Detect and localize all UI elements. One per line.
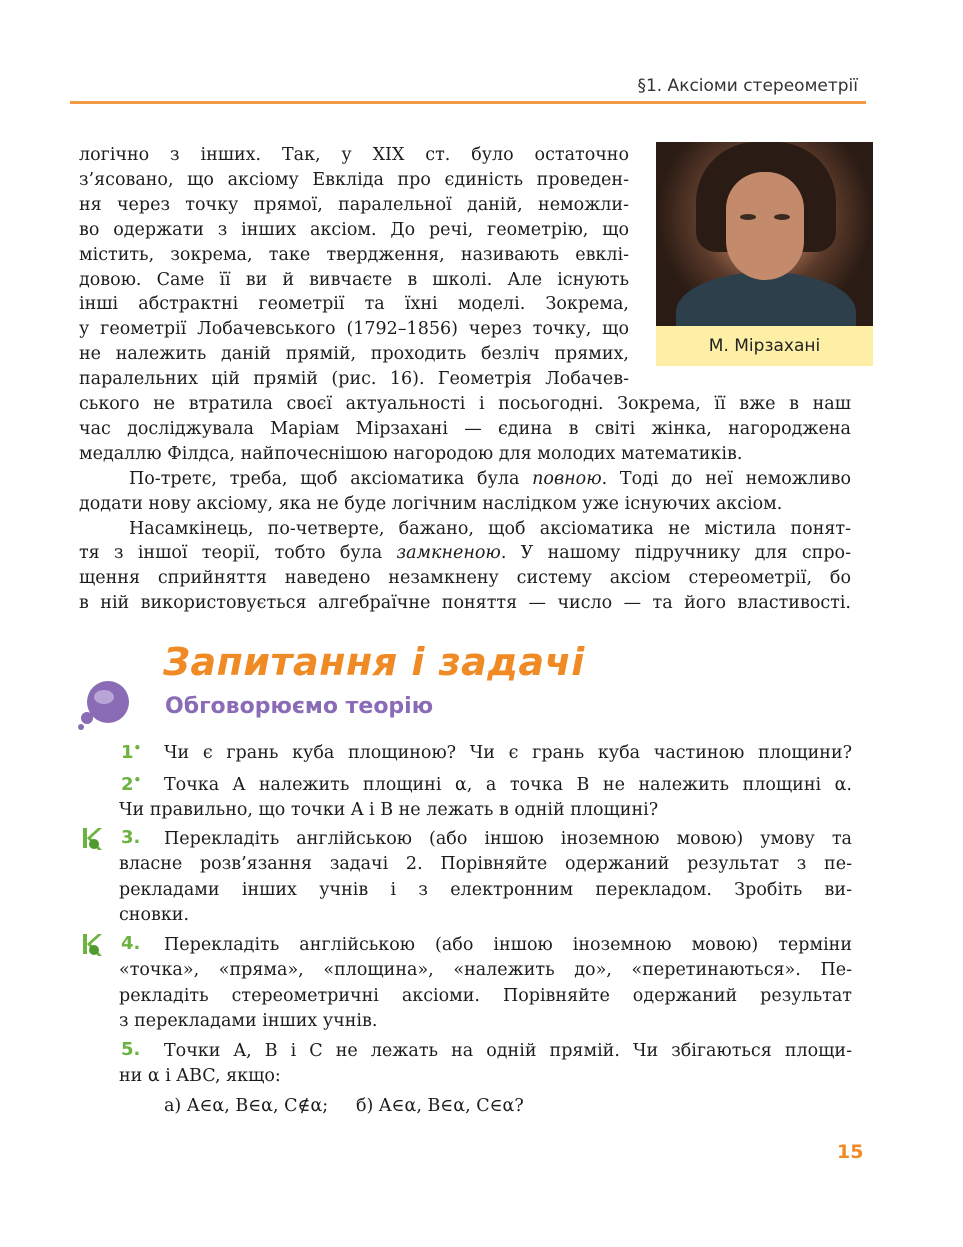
text-line: «точка», «пряма», «площина», «належить до», «перетинаються». Пе- (119, 960, 852, 981)
exercise-number: 5. (121, 1039, 141, 1060)
term-italic: замкненою (396, 543, 501, 564)
exercise-number: 4. (121, 933, 141, 954)
text-line: Чи правильно, що точки A і B не лежать в одній площині? (119, 800, 659, 821)
text-line: додати нову аксіому, яка не буде логічним наслідком уже існуючих аксіом. (79, 493, 783, 514)
text-line: тя з іншої теорії, тобто була замкненою. У нашому підручнику для спро- (79, 543, 851, 564)
exercise-text (119, 827, 852, 928)
text-line: По-третє, треба, щоб аксіоматика була повною. Тоді до неї неможливо (129, 468, 852, 489)
text-line: Точка A належить площині α, а точка B не належить площині α. (164, 775, 852, 795)
text-line: Чи є грань куба площиною? Чи є грань куба частиною площини? (164, 743, 852, 763)
exercise-number: 1• (121, 741, 142, 763)
exercise-number: 3. (121, 827, 141, 848)
exercise-text (119, 933, 852, 1034)
text-line: не належить даній прямій, проходить безліч прямих, (79, 344, 629, 365)
exercise-text (119, 773, 852, 824)
text-line: рекладіть стереометричні аксіоми. Порівняйте одержаний результат (119, 985, 852, 1006)
competence-k-icon (80, 932, 104, 958)
text-line: Насамкінець, по-четверте, бажано, щоб аксіоматика не містила понят- (129, 518, 851, 539)
text-line: во одержати з інших аксіом. До речі, геометрію, що (79, 219, 629, 240)
text-line: ни α і ABC, якщо: (119, 1066, 281, 1087)
text-line: містить, зокрема, таке твердження, називають евклі- (79, 244, 629, 265)
section-header-title: §1. Аксіоми стереометрії (637, 76, 858, 96)
text-line: паралельних цій прямій (рис. 16). Геометрія Лобачев- (79, 369, 629, 390)
text-line: в ній використовується алгебраїчне поняття — число — та його властивості. (79, 593, 851, 614)
text-line: власне розв’язання задачі 2. Порівняйте одержаний результат з пе- (119, 854, 852, 875)
subsection-title: Обговорюємо теорію (165, 694, 434, 719)
term-italic: повною (532, 468, 602, 489)
page-number: 15 (837, 1141, 864, 1163)
text-line: час досліджувала Маріам Мірзахані — єдина в світі жінка, нагороджена (79, 418, 851, 439)
text-line: медаллю Філдса, найпочеснішою нагородою для молодих математиків. (79, 443, 743, 464)
portrait-caption: М. Мірзахані (656, 326, 873, 366)
text-line: Точки A, B і C не лежать на одній прямій. Чи збігаються площи- (164, 1041, 852, 1061)
discussion-bubble-icon (78, 680, 132, 730)
text-line: рекладами інших учнів і з електронним перекладом. Зробіть ви- (119, 879, 852, 900)
portrait-photo (656, 142, 873, 326)
exercise-number: 2• (121, 773, 142, 795)
page-header (70, 76, 866, 104)
text-line: з перекладами інших учнів. (119, 1010, 378, 1031)
competence-k-icon (80, 826, 104, 852)
text-line: Перекладіть англійською (або іншою іноземною мовою) умову та (164, 829, 852, 849)
intro-paragraph (79, 143, 629, 392)
text-line: логічно з інших. Так, у ХІХ ст. було остаточно (79, 145, 629, 165)
text-line: довою. Саме її ви й вивчаєте в школі. Але існують (79, 269, 629, 290)
text-line: у геометрії Лобачевського (1792–1856) через точку, що (79, 319, 629, 340)
text-line: ня через точку прямої, паралельної даній, неможли- (79, 194, 629, 215)
text-line: інші абстрактні геометрії та їхні моделі. Зокрема, (79, 294, 629, 315)
main-paragraphs (79, 392, 851, 616)
text-line: щення сприйняття наведено незамкнену систему аксіом стереометрії, бо (79, 568, 851, 589)
text-line: сновки. (119, 904, 190, 925)
exercise-text (119, 1039, 852, 1090)
section-title: Запитання і задачі (163, 640, 585, 684)
text-line: Перекладіть англійською (або іншою іноземною мовою) терміни (164, 935, 852, 955)
text-line: ського не втратила своєї актуальності і посьогодні. Зокрема, її вже в наш (79, 394, 851, 414)
exercise-options: а) A∈α, B∈α, C∉α; б) A∈α, B∈α, C∈α? (164, 1096, 524, 1116)
exercise-text (164, 741, 852, 766)
text-line: з’ясовано, що аксіому Евкліда про єдиність проведен- (79, 169, 629, 190)
